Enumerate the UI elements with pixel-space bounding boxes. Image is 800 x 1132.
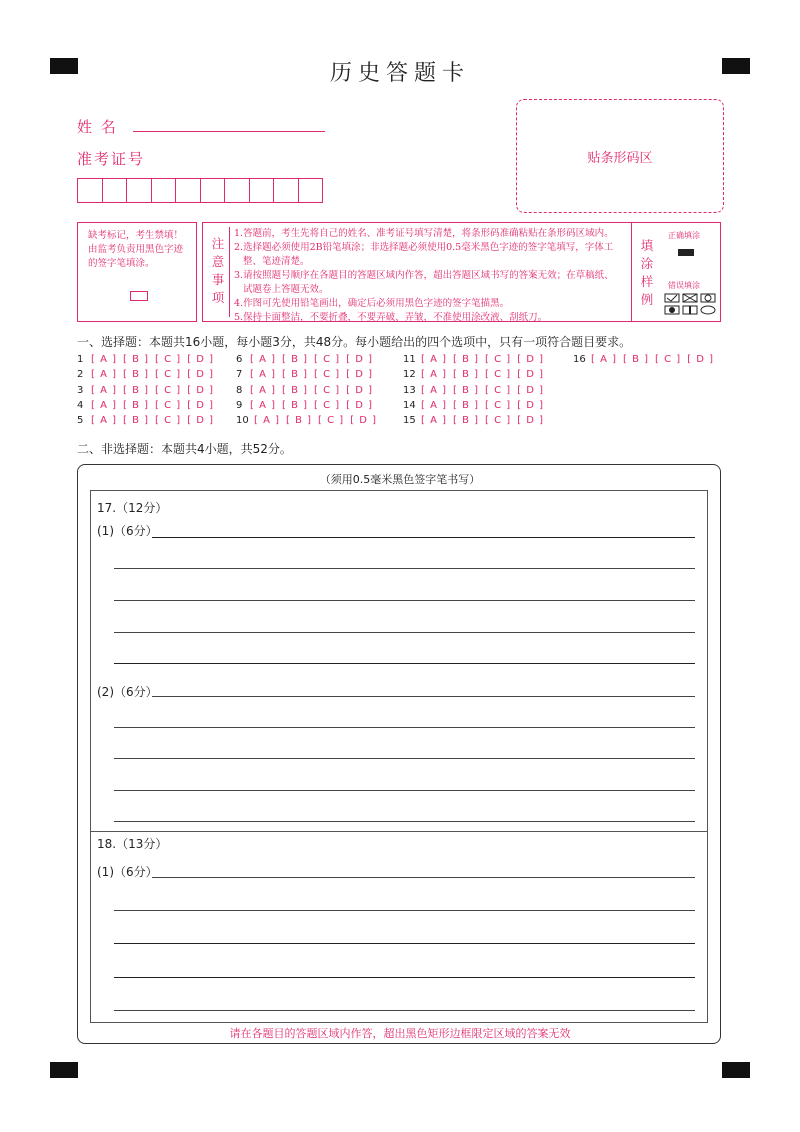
absent-mark-text: 缺考标记，考生禁填！由监考负责用黑色字迹的签字笔填涂。 bbox=[88, 230, 184, 269]
absent-mark-box bbox=[77, 222, 197, 322]
answer-line[interactable] bbox=[114, 977, 695, 978]
question-number: 1 bbox=[77, 354, 84, 365]
q17-title: 17.（12分） bbox=[97, 501, 168, 515]
choice-option-bubble[interactable]: [ C ] bbox=[155, 385, 182, 396]
q17-part1-label: (1)（6分） bbox=[97, 524, 158, 538]
answer-line[interactable] bbox=[114, 727, 695, 728]
choice-option-bubble[interactable]: [ A ] bbox=[254, 415, 281, 426]
question-number: 4 bbox=[77, 400, 84, 411]
choice-option-bubble[interactable]: [ B ] bbox=[623, 354, 650, 365]
page-title: 历史答题卡 bbox=[329, 61, 470, 86]
choice-option-bubble[interactable]: [ A ] bbox=[250, 400, 277, 411]
name-label: 姓 名 bbox=[77, 118, 118, 136]
choice-option-bubble[interactable]: [ A ] bbox=[421, 354, 448, 365]
choice-option-bubble[interactable]: [ A ] bbox=[250, 385, 277, 396]
id-digit-box[interactable] bbox=[127, 179, 152, 202]
correct-fill-sample bbox=[678, 249, 694, 256]
answer-line[interactable] bbox=[114, 790, 695, 791]
id-digit-box[interactable] bbox=[152, 179, 177, 202]
choice-option-bubble[interactable]: [ B ] bbox=[123, 385, 150, 396]
choice-option-bubble[interactable]: [ A ] bbox=[421, 385, 448, 396]
choice-option-bubble[interactable]: [ A ] bbox=[591, 354, 618, 365]
id-digit-box[interactable] bbox=[78, 179, 103, 202]
choice-question-row bbox=[77, 354, 220, 365]
choice-option-bubble[interactable]: [ A ] bbox=[91, 385, 118, 396]
choice-option-bubble[interactable]: [ C ] bbox=[655, 354, 682, 365]
question-number: 10 bbox=[236, 415, 249, 426]
choice-question-row bbox=[236, 400, 379, 411]
choice-option-bubble[interactable]: [ B ] bbox=[123, 415, 150, 426]
notes-item: 整、笔迹清楚。 bbox=[234, 256, 310, 267]
answer-line[interactable] bbox=[114, 663, 695, 664]
choice-option-bubble[interactable]: [ A ] bbox=[91, 354, 118, 365]
barcode-area bbox=[516, 99, 724, 213]
question-divider bbox=[90, 831, 708, 832]
choice-option-bubble[interactable]: [ D ] bbox=[517, 354, 545, 365]
choice-option-bubble[interactable]: [ B ] bbox=[282, 400, 309, 411]
choice-option-bubble[interactable]: [ A ] bbox=[250, 354, 277, 365]
answer-line[interactable] bbox=[152, 877, 695, 878]
choice-option-bubble[interactable]: [ D ] bbox=[187, 415, 215, 426]
choice-option-bubble[interactable]: [ C ] bbox=[318, 415, 345, 426]
choice-question-row bbox=[236, 354, 379, 365]
notes-heading: 注 意 事 项 bbox=[211, 236, 225, 305]
id-digit-box[interactable] bbox=[176, 179, 201, 202]
answer-line[interactable] bbox=[114, 821, 695, 822]
choice-option-bubble[interactable]: [ D ] bbox=[517, 385, 545, 396]
question-number: 11 bbox=[403, 354, 416, 365]
choice-option-bubble[interactable]: [ D ] bbox=[187, 400, 215, 411]
choice-option-bubble[interactable]: [ B ] bbox=[282, 385, 309, 396]
q18-title: 18.（13分） bbox=[97, 837, 168, 851]
question-number: 2 bbox=[77, 369, 84, 380]
answer-line[interactable] bbox=[152, 696, 695, 697]
choice-option-bubble[interactable]: [ B ] bbox=[123, 354, 150, 365]
barcode-label: 贴条形码区 bbox=[587, 150, 653, 166]
choice-option-bubble[interactable]: [ A ] bbox=[91, 415, 118, 426]
choice-option-bubble[interactable]: [ C ] bbox=[155, 369, 182, 380]
notes-item: 3.请按照题号顺序在各题目的答题区域内作答，超出答题区域书写的答案无效；在草稿纸、 bbox=[234, 270, 614, 281]
wrong-fill-samples-icon bbox=[664, 293, 718, 317]
choice-option-bubble[interactable]: [ D ] bbox=[187, 354, 215, 365]
name-field[interactable] bbox=[133, 131, 325, 132]
choice-option-bubble[interactable]: [ B ] bbox=[453, 354, 480, 365]
notes-item: 4.作图可先使用铅笔画出，确定后必须用黑色字迹的签字笔描黑。 bbox=[234, 298, 510, 309]
choice-option-bubble[interactable]: [ C ] bbox=[314, 354, 341, 365]
notes-item: 1.答题前，考生先将自己的姓名、准考证号填写清楚，将条形码准确粘贴在条形码区域内。 bbox=[234, 228, 614, 239]
answer-line[interactable] bbox=[114, 758, 695, 759]
fill-example-panel bbox=[631, 223, 720, 321]
choice-option-bubble[interactable]: [ D ] bbox=[187, 369, 215, 380]
choice-option-bubble[interactable]: [ B ] bbox=[286, 415, 313, 426]
question-number: 13 bbox=[403, 385, 416, 396]
fill-example-heading: 填 涂 样 例 bbox=[640, 238, 654, 307]
notes-box bbox=[202, 222, 721, 322]
choice-option-bubble[interactable]: [ C ] bbox=[485, 415, 512, 426]
choice-option-bubble[interactable]: [ B ] bbox=[453, 369, 480, 380]
choice-question-row bbox=[77, 415, 220, 426]
question-number: 8 bbox=[236, 385, 243, 396]
choice-question-row bbox=[77, 400, 220, 411]
question-number: 6 bbox=[236, 354, 243, 365]
choice-option-bubble[interactable]: [ C ] bbox=[314, 385, 341, 396]
question-number: 3 bbox=[77, 385, 84, 396]
question-number: 14 bbox=[403, 400, 416, 411]
choice-option-bubble[interactable]: [ B ] bbox=[282, 354, 309, 365]
answer-line[interactable] bbox=[114, 568, 695, 569]
id-number-boxes[interactable] bbox=[77, 178, 323, 203]
choice-option-bubble[interactable]: [ B ] bbox=[453, 385, 480, 396]
choice-question-row bbox=[403, 400, 550, 411]
corner-marker-bottom-right bbox=[722, 1062, 750, 1078]
question-number: 15 bbox=[403, 415, 416, 426]
choice-option-bubble[interactable]: [ B ] bbox=[453, 415, 480, 426]
question-number: 9 bbox=[236, 400, 243, 411]
notes-item: 5.保持卡面整洁，不要折叠，不要弄破、弄皱，不准使用涂改液、刮纸刀。 bbox=[234, 312, 548, 323]
answer-line[interactable] bbox=[114, 943, 695, 944]
id-digit-box[interactable] bbox=[225, 179, 250, 202]
question-number: 12 bbox=[403, 369, 416, 380]
choice-option-bubble[interactable]: [ D ] bbox=[346, 369, 374, 380]
q18-part1-label: (1)（6分） bbox=[97, 865, 158, 879]
choice-option-bubble[interactable]: [ C ] bbox=[485, 354, 512, 365]
q17-part2-label: (2)（6分） bbox=[97, 685, 158, 699]
choice-option-bubble[interactable]: [ C ] bbox=[314, 369, 341, 380]
answer-line[interactable] bbox=[152, 537, 695, 538]
choice-question-row bbox=[403, 415, 550, 426]
id-digit-box[interactable] bbox=[299, 179, 323, 202]
choice-question-row bbox=[573, 354, 720, 365]
section2-heading: 二、非选择题：本题共4小题，共52分。 bbox=[77, 442, 292, 456]
choice-option-bubble[interactable]: [ D ] bbox=[346, 385, 374, 396]
choice-option-bubble[interactable]: [ C ] bbox=[155, 354, 182, 365]
choice-option-bubble[interactable]: [ B ] bbox=[123, 400, 150, 411]
answer-line[interactable] bbox=[114, 600, 695, 601]
choice-option-bubble[interactable]: [ B ] bbox=[282, 369, 309, 380]
choice-option-bubble[interactable]: [ A ] bbox=[421, 369, 448, 380]
choice-option-bubble[interactable]: [ B ] bbox=[453, 400, 480, 411]
choice-option-bubble[interactable]: [ D ] bbox=[346, 400, 374, 411]
choice-option-bubble[interactable]: [ A ] bbox=[421, 400, 448, 411]
choice-option-bubble[interactable]: [ D ] bbox=[187, 385, 215, 396]
choice-option-bubble[interactable]: [ A ] bbox=[91, 369, 118, 380]
answer-line[interactable] bbox=[114, 1010, 695, 1011]
choice-question-row bbox=[77, 369, 220, 380]
section1-heading: 一、选择题：本题共16小题，每小题3分，共48分。每小题给出的四个选项中，只有一项符合题目要求。 bbox=[77, 335, 632, 349]
notes-item: 试题卷上答题无效。 bbox=[234, 284, 329, 295]
choice-question-row bbox=[403, 369, 550, 380]
choice-option-bubble[interactable]: [ A ] bbox=[91, 400, 118, 411]
choice-option-bubble[interactable]: [ A ] bbox=[421, 415, 448, 426]
choice-option-bubble[interactable]: [ D ] bbox=[517, 400, 545, 411]
id-digit-box[interactable] bbox=[250, 179, 275, 202]
choice-question-row bbox=[403, 354, 550, 365]
choice-question-row bbox=[77, 385, 220, 396]
choice-option-bubble[interactable]: [ D ] bbox=[517, 415, 545, 426]
choice-option-bubble[interactable]: [ C ] bbox=[485, 400, 512, 411]
id-digit-box[interactable] bbox=[201, 179, 226, 202]
choice-option-bubble[interactable]: [ A ] bbox=[250, 369, 277, 380]
choice-option-bubble[interactable]: [ C ] bbox=[155, 400, 182, 411]
question-number: 16 bbox=[573, 354, 586, 365]
pen-note: （须用0.5毫米黑色签字笔书写） bbox=[319, 473, 481, 486]
wrong-fill-label: 错误填涂 bbox=[668, 281, 700, 290]
choice-question-row bbox=[403, 385, 550, 396]
choice-option-bubble[interactable]: [ C ] bbox=[485, 369, 512, 380]
question-number: 5 bbox=[77, 415, 84, 426]
choice-question-row bbox=[236, 385, 379, 396]
choice-option-bubble[interactable]: [ B ] bbox=[123, 369, 150, 380]
id-label: 准考证号 bbox=[77, 150, 146, 168]
corner-marker-bottom-left bbox=[50, 1062, 78, 1078]
answer-line[interactable] bbox=[114, 910, 695, 911]
choice-question-row bbox=[236, 415, 383, 426]
choice-option-bubble[interactable]: [ D ] bbox=[517, 369, 545, 380]
absent-mark-checkbox[interactable] bbox=[130, 291, 148, 301]
answer-line[interactable] bbox=[114, 632, 695, 633]
question-number: 7 bbox=[236, 369, 243, 380]
choice-option-bubble[interactable]: [ D ] bbox=[346, 354, 374, 365]
choice-option-bubble[interactable]: [ D ] bbox=[687, 354, 715, 365]
notes-item: 2.选择题必须使用2B铅笔填涂；非选择题必须使用0.5毫米黑色字迹的签字笔填写，字体工 bbox=[234, 242, 614, 253]
notes-list bbox=[229, 227, 630, 323]
id-digit-box[interactable] bbox=[274, 179, 299, 202]
choice-option-bubble[interactable]: [ D ] bbox=[350, 415, 378, 426]
choice-option-bubble[interactable]: [ C ] bbox=[485, 385, 512, 396]
choice-option-bubble[interactable]: [ C ] bbox=[155, 415, 182, 426]
correct-fill-label: 正确填涂 bbox=[668, 231, 700, 240]
id-digit-box[interactable] bbox=[103, 179, 128, 202]
footer-note: 请在各题目的答题区域内作答，超出黑色矩形边框限定区域的答案无效 bbox=[229, 1027, 571, 1040]
choice-question-row bbox=[236, 369, 379, 380]
choice-option-bubble[interactable]: [ C ] bbox=[314, 400, 341, 411]
